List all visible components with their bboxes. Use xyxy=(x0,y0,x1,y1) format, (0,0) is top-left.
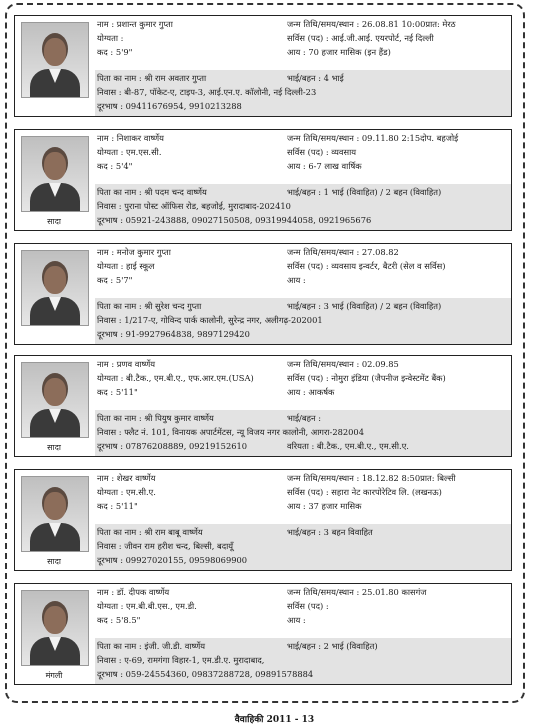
income: आय : xyxy=(287,275,306,285)
father-name: पिता का नाम : श्री सुरेश चन्द गुप्ता xyxy=(97,301,202,311)
profile-details xyxy=(95,356,511,456)
service-details: सर्विस (पद) : सहारा नेट कारपोरेटिव लि. (लखनऊ) xyxy=(287,487,442,497)
qualification: योग्यता : बी.टैक., एम.बी.ए., एफ.आर.एम.(USA) xyxy=(97,373,254,383)
candidate-name: नाम : निशाकर वार्ष्णेय xyxy=(97,133,164,143)
service-details: सर्विस (पद) : xyxy=(287,601,329,611)
father-name: पिता का नाम : इंजी. जी.डी. वार्ष्णेय xyxy=(97,641,206,651)
height: कद : 5'4" xyxy=(97,161,133,171)
photo-column xyxy=(15,16,93,116)
preference: वरियता : बी.टैक., एम.बी.ए., एम.सी.ए. xyxy=(287,441,409,451)
phone-numbers: दूरभाष : 059-24554360, 09837288728, 09891578884 xyxy=(97,669,314,679)
profile-photo xyxy=(21,250,89,326)
income: आय : 6-7 लाख वार्षिक xyxy=(287,161,362,171)
photo-caption: सादा xyxy=(47,443,61,452)
candidate-name: नाम : डॉ. दीपक वार्ष्णेय xyxy=(97,587,170,597)
siblings: भाई/बहन : 3 भाई (विवाहित) / 2 बहन (विवाहित) xyxy=(287,301,442,311)
qualification: योग्यता : हाई स्कूल xyxy=(97,261,155,271)
qualification: योग्यता : एम.बी.बी.एस., एम.डी. xyxy=(97,601,197,611)
profile-card xyxy=(14,469,512,571)
birth-details: जन्म तिथि/समय/स्थान : 25.01.80 कासगंज xyxy=(287,587,427,597)
income: आय : xyxy=(287,615,306,625)
profile-photo xyxy=(21,476,89,552)
candidate-name: नाम : मनोज कुमार गुप्ता xyxy=(97,247,171,257)
residence-address: निवास : फ्लैट नं. 101, विनायक अपार्टमेंटस, न्यू विजय नगर कालोनी, आगरा-282004 xyxy=(97,427,364,437)
profile-card xyxy=(14,129,512,231)
phone-numbers: दूरभाष : 07876208889, 09219152610 xyxy=(97,441,248,451)
service-details: सर्विस (पद) : व्यवसाय xyxy=(287,147,357,157)
photo-caption: मंगली xyxy=(45,671,63,680)
profile-details xyxy=(95,244,511,344)
profile-photo xyxy=(21,22,89,98)
residence-address: निवास : ए-69, रामगंगा विहार-1, एम.डी.ए. मुरादाबाद, xyxy=(97,655,265,665)
photo-caption: सादा xyxy=(47,217,61,226)
siblings: भाई/बहन : 3 बहन विवाहित xyxy=(287,527,373,537)
photo-column xyxy=(15,470,93,570)
profile-card xyxy=(14,15,512,117)
father-name: पिता का नाम : श्री पियुष कुमार वार्ष्णेय xyxy=(97,413,214,423)
height: कद : 5'11" xyxy=(97,501,138,511)
father-name: पिता का नाम : श्री पदम चन्द वार्ष्णेय xyxy=(97,187,207,197)
height: कद : 5'7" xyxy=(97,275,133,285)
residence-address: निवास : जीवन राम हरीश चन्द, बिल्सी, बदायूँ xyxy=(97,541,234,551)
birth-details: जन्म तिथि/समय/स्थान : 27.08.82 xyxy=(287,247,399,257)
height: कद : 5'11" xyxy=(97,387,138,397)
profile-details xyxy=(95,470,511,570)
candidate-name: नाम : प्रशान्त कुमार गुप्ता xyxy=(97,19,173,29)
phone-numbers: दूरभाष : 09927020155, 09598069900 xyxy=(97,555,248,565)
birth-details: जन्म तिथि/समय/स्थान : 02.09.85 xyxy=(287,359,399,369)
profile-photo xyxy=(21,362,89,438)
income: आय : 37 हजार मासिक xyxy=(287,501,362,511)
profile-photo xyxy=(21,136,89,212)
photo-column xyxy=(15,244,93,344)
birth-details: जन्म तिथि/समय/स्थान : 26.08.81 10:00प्रात: मेरठ xyxy=(287,19,456,29)
father-name: पिता का नाम : श्री राम बाबू वार्ष्णेय xyxy=(97,527,203,537)
profile-details xyxy=(95,16,511,116)
siblings: भाई/बहन : 1 भाई (विवाहित) / 2 बहन (विवाहित) xyxy=(287,187,442,197)
photo-column xyxy=(15,584,93,684)
qualification: योग्यता : एम.एस.सी. xyxy=(97,147,162,157)
profile-details xyxy=(95,584,511,684)
height: कद : 5'9" xyxy=(97,47,133,57)
qualification: योग्यता : एम.सी.ए. xyxy=(97,487,156,497)
residence-address: निवास : बी-87, पॉकेट-ए, टाइप-3, आई.एन.ए. कॉलोनी, नई दिल्ली-23 xyxy=(97,87,317,97)
birth-details: जन्म तिथि/समय/स्थान : 18.12.82 8:50प्रात: बिल्सी xyxy=(287,473,456,483)
height: कद : 5'8.5" xyxy=(97,615,141,625)
photo-column xyxy=(15,356,93,456)
siblings: भाई/बहन : 2 भाई (विवाहित) xyxy=(287,641,378,651)
profile-details xyxy=(95,130,511,230)
father-name: पिता का नाम : श्री राम अवतार गुप्ता xyxy=(97,73,207,83)
residence-address: निवास : 1/217-ए, गोविन्द पार्क कालोनी, सुरेन्द्र नगर, अलीगढ़-202001 xyxy=(97,315,323,325)
phone-numbers: दूरभाष : 09411676954, 9910213288 xyxy=(97,101,242,111)
residence-address: निवास : पुराना पोस्ट ऑफिस रोड, बहजोई, मुरादाबाद-202410 xyxy=(97,201,291,211)
qualification: योग्यता : xyxy=(97,33,124,43)
profile-card xyxy=(14,583,512,685)
photo-column xyxy=(15,130,93,230)
service-details: सर्विस (पद) : व्यवसाय इन्वर्टर, बैटरी (सेल व सर्विस) xyxy=(287,261,446,271)
siblings: भाई/बहन : xyxy=(287,413,322,423)
phone-numbers: दूरभाष : 05921-243888, 09027150508, 09319944058, 0921965676 xyxy=(97,215,372,225)
candidate-name: नाम : शेखर वार्ष्णेय xyxy=(97,473,156,483)
candidate-name: नाम : प्रणव वार्ष्णेय xyxy=(97,359,155,369)
profile-card xyxy=(14,355,512,457)
service-details: सर्विस (पद) : आई.जी.आई. एयरपोर्ट, नई दिल्ली xyxy=(287,33,434,43)
photo-caption: सादा xyxy=(47,557,61,566)
siblings: भाई/बहन : 4 भाई xyxy=(287,73,344,83)
phone-numbers: दूरभाष : 91-9927964838, 9897129420 xyxy=(97,329,250,339)
income: आय : आकर्षक xyxy=(287,387,335,397)
service-details: सर्विस (पद) : नोमुरा इंडिया (जैपनीज इन्वेस्टमेंट बैंक) xyxy=(287,373,446,383)
profile-photo xyxy=(21,590,89,666)
birth-details: जन्म तिथि/समय/स्थान : 09.11.80 2:15दोप. बहजोई xyxy=(287,133,459,143)
profile-card xyxy=(14,243,512,345)
page-footer: वैवाहिकी 2011 - 13 xyxy=(234,715,315,725)
income: आय : 70 हजार मासिक (इन हैंड) xyxy=(287,47,391,57)
